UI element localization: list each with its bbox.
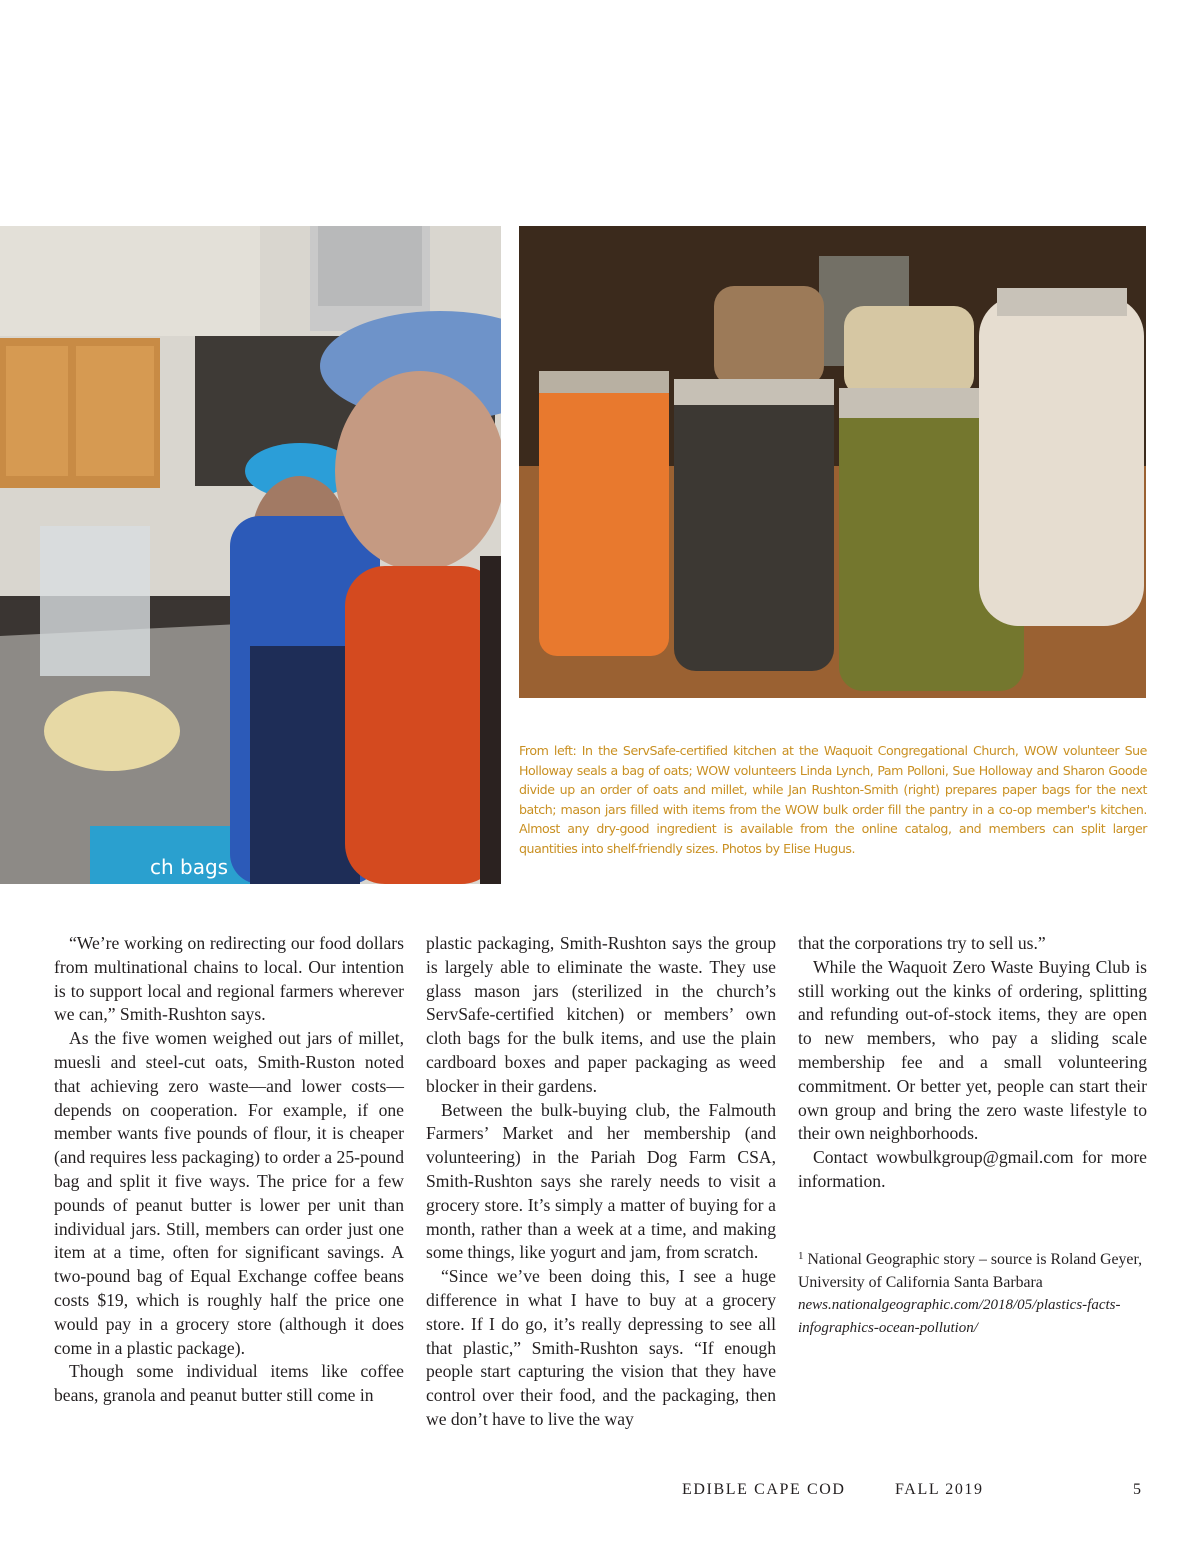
page-number: 5 (1133, 1481, 1141, 1498)
article-paragraph: “We’re working on redirecting our food dollars from multinational chains to local. Our intention is to support local and regional farmers wherever we can,” Smith-Rushton says. (54, 933, 404, 1025)
article-paragraph: plastic packaging, Smith-Rushton says the group is largely able to eliminate the waste. They use glass mason jars (sterilized in the church’s ServSafe-certified kitchen) or members’ own cloth bags for the bulk items, and use the plain cardboard boxes and paper packaging as weed blocker in their gardens. (426, 933, 776, 1096)
article-column-2 (426, 932, 776, 1432)
article-paragraph: While the Waquoit Zero Waste Buying Club is still working out the kinks of ordering, splitting and refunding out-of-stock items, they are open to new members, who pay a sliding scale membership fee and a small volunteering commitment. Or better yet, people can start their own group and bring the zero waste lifestyle to their own neighborhoods. (798, 956, 1147, 1144)
footer-publication: EDIBLE CAPE COD (682, 1481, 846, 1498)
article-paragraph: Though some individual items like coffee beans, granola and peanut butter still come in (54, 1361, 404, 1406)
article-column-3 (798, 932, 1147, 1194)
bag-label-text: ch bags (150, 855, 229, 879)
mason-jars-photo (519, 226, 1146, 698)
article-paragraph: As the five women weighed out jars of millet, muesli and steel-cut oats, Smith-Ruston noted that achieving zero waste—and lower costs—depends on cooperation. For example, if one member wants five pounds of flour, it is cheaper (and requires less packaging) to order a 25-pound bag and split it five ways. The price for a few pounds of peanut butter is lower per unit than individual jars. Still, members can order just one item at a time, often for significant savings. A two-pound bag of Equal Exchange coffee beans costs $19, which is roughly half the price one would pay in a grocery store (although it does come in a plastic package). (54, 1028, 404, 1358)
footnote-number: 1 (798, 1250, 804, 1262)
kitchen-volunteers-photo (0, 226, 501, 884)
footnote (798, 1245, 1147, 1339)
article-paragraph: Between the bulk-buying club, the Falmouth Farmers’ Market and her membership (and volunteering) in the Pariah Dog Farm CSA, Smith-Rushton says she rarely needs to visit a grocery store. It’s simply a matter of buying for a month, rather than a week at a time, and making some things, like yogurt and jam, from scratch. (426, 1099, 776, 1263)
photo-caption: From left: In the ServSafe-certified kitchen at the Waquoit Congregational Church, WOW volunteer Sue Holloway seals a bag of oats; WOW volunteers Linda Lynch, Pam Polloni, Sue Holloway and Sharon Goode divide up an order of oats and millet, while Jan Rushton-Smith (right) prepares paper bags for the next batch; mason jars filled with items from the WOW bulk order fill the pantry in a co-op member's kitchen. Almost any dry-good ingredient is available from the online catalog, and members can split larger quantities into shelf-friendly sizes. Photos by Elise Hugus. (519, 743, 1147, 856)
footnote-text: National Geographic story – source is Roland Geyer, University of California Santa Barbara (798, 1251, 1143, 1291)
article-paragraph: that the corporations try to sell us.” (798, 933, 1046, 953)
footer-issue: FALL 2019 (895, 1481, 984, 1498)
article-paragraph: Contact wowbulkgroup@gmail.com for more information. (798, 1147, 1147, 1191)
article-paragraph: “Since we’ve been doing this, I see a huge difference in what I have to buy at a grocery store. If I do go, it’s really depressing to see all that plastic,” Smith-Rushton says. “If enough people start capturing the vision that they have control over their food, and the packaging, then we don’t have to live the way (426, 1266, 776, 1429)
article-column-1 (54, 932, 404, 1408)
footnote-url: news.nationalgeographic.com/2018/05/plastics-facts-infographics-ocean-pollution/ (798, 1297, 1121, 1336)
